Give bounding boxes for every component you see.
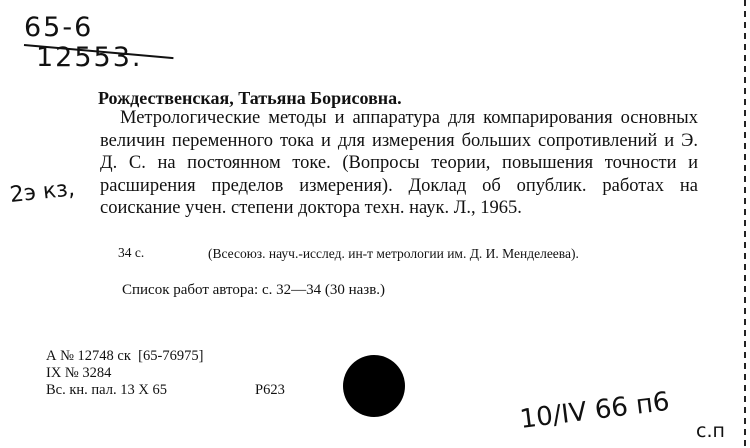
record-description: Метрологические методы и аппаратура для компарирования основных величин переменного тока и для измерения больших сопротивлений и Э. Д. С. на постоянном токе. (Вопросы теории, повышения точности и расширения пределов измерения). Доклад об опублик. работах на соискание учен. степени доктора техн. наук. Л., 1965. bbox=[100, 108, 698, 218]
shelf-mark-line2: 12553. bbox=[36, 42, 143, 73]
card-edge bbox=[744, 0, 746, 448]
catalog-line1: А № 12748 ск [65-76975] bbox=[46, 348, 204, 364]
corner-handwritten-note: 10/IV 66 п6 bbox=[518, 386, 672, 435]
copies-note: 2э кз, bbox=[8, 176, 76, 208]
author-heading: Рождественская, Татьяна Борисовна. bbox=[98, 88, 402, 108]
punch-hole bbox=[343, 355, 405, 417]
catalog-line3: Вс. кн. пал. 13 X 65 bbox=[46, 382, 167, 398]
corner-handwritten-note-2: с.п bbox=[696, 420, 725, 442]
print-code: Р623 bbox=[255, 382, 285, 398]
bibliography-note: Список работ автора: с. 32—34 (30 назв.) bbox=[122, 282, 386, 298]
catalog-numbers bbox=[46, 348, 203, 399]
shelf-mark-line1: 65-6 bbox=[24, 12, 94, 43]
institution-note: (Всесоюз. науч.-исслед. ин-т метрологии им. Д. И. Менделеева). bbox=[208, 246, 579, 261]
page-count: 34 с. bbox=[118, 245, 145, 260]
catalog-line2: IX № 3284 bbox=[46, 365, 112, 381]
